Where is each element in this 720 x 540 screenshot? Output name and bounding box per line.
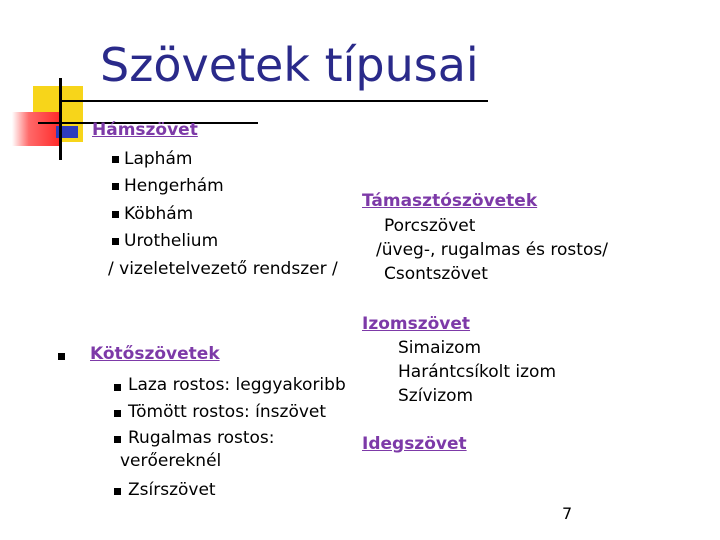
bullet: [112, 156, 119, 163]
list-item-tomott-rostos: Tömött rostos: ínszövet: [128, 402, 327, 422]
title-underline: [60, 100, 488, 102]
list-item-laza-rostos: Laza rostos: leggyakoribb: [128, 375, 346, 395]
decor-red-gradient: [12, 112, 60, 146]
line-porc-types: /üveg-, rugalmas és rostos/: [376, 240, 608, 260]
bullet: [112, 183, 119, 190]
line-porcszovet: Porcszövet: [384, 216, 476, 236]
line-szivizom: Szívizom: [398, 386, 474, 406]
note-vizeletelvezeto: / vizeletelvezető rendszer /: [108, 259, 338, 279]
bullet: [114, 488, 121, 495]
bullet: [112, 238, 119, 245]
list-item-zsirszovet: Zsírszövet: [128, 480, 216, 500]
decor-vertical-line: [59, 78, 62, 160]
list-item-urothelium: Urothelium: [124, 231, 219, 251]
heading-idegszovet: Idegszövet: [362, 434, 467, 454]
heading-hamszovet: Hámszövet: [92, 120, 198, 140]
bullet: [114, 436, 121, 443]
bullet: [114, 410, 121, 417]
bullet: [112, 211, 119, 218]
list-item-rugalmas-cont: verőereknél: [120, 451, 222, 471]
list-item-kobham: Köbhám: [124, 204, 194, 224]
heading-kotoszovetek: Kötőszövetek: [90, 344, 220, 364]
slide-title: Szövetek típusai: [100, 38, 479, 92]
list-item-rugalmas-rostos: Rugalmas rostos:: [128, 428, 275, 448]
list-item-laphám: Lapհám: [124, 149, 193, 169]
heading-tamasztoszovetek: Támasztószövetek: [362, 191, 538, 211]
line-harantcsikolt: Harántcsíkolt izom: [398, 362, 557, 382]
list-item-hengerham: Hengerhám: [124, 176, 224, 196]
heading-izomszovet: Izomszövet: [362, 314, 471, 334]
line-csontszovet: Csontszövet: [384, 264, 488, 284]
bullet: [58, 353, 65, 360]
line-simaizom: Simaizom: [398, 338, 482, 358]
bullet: [114, 384, 121, 391]
page-number: 7: [562, 504, 573, 523]
